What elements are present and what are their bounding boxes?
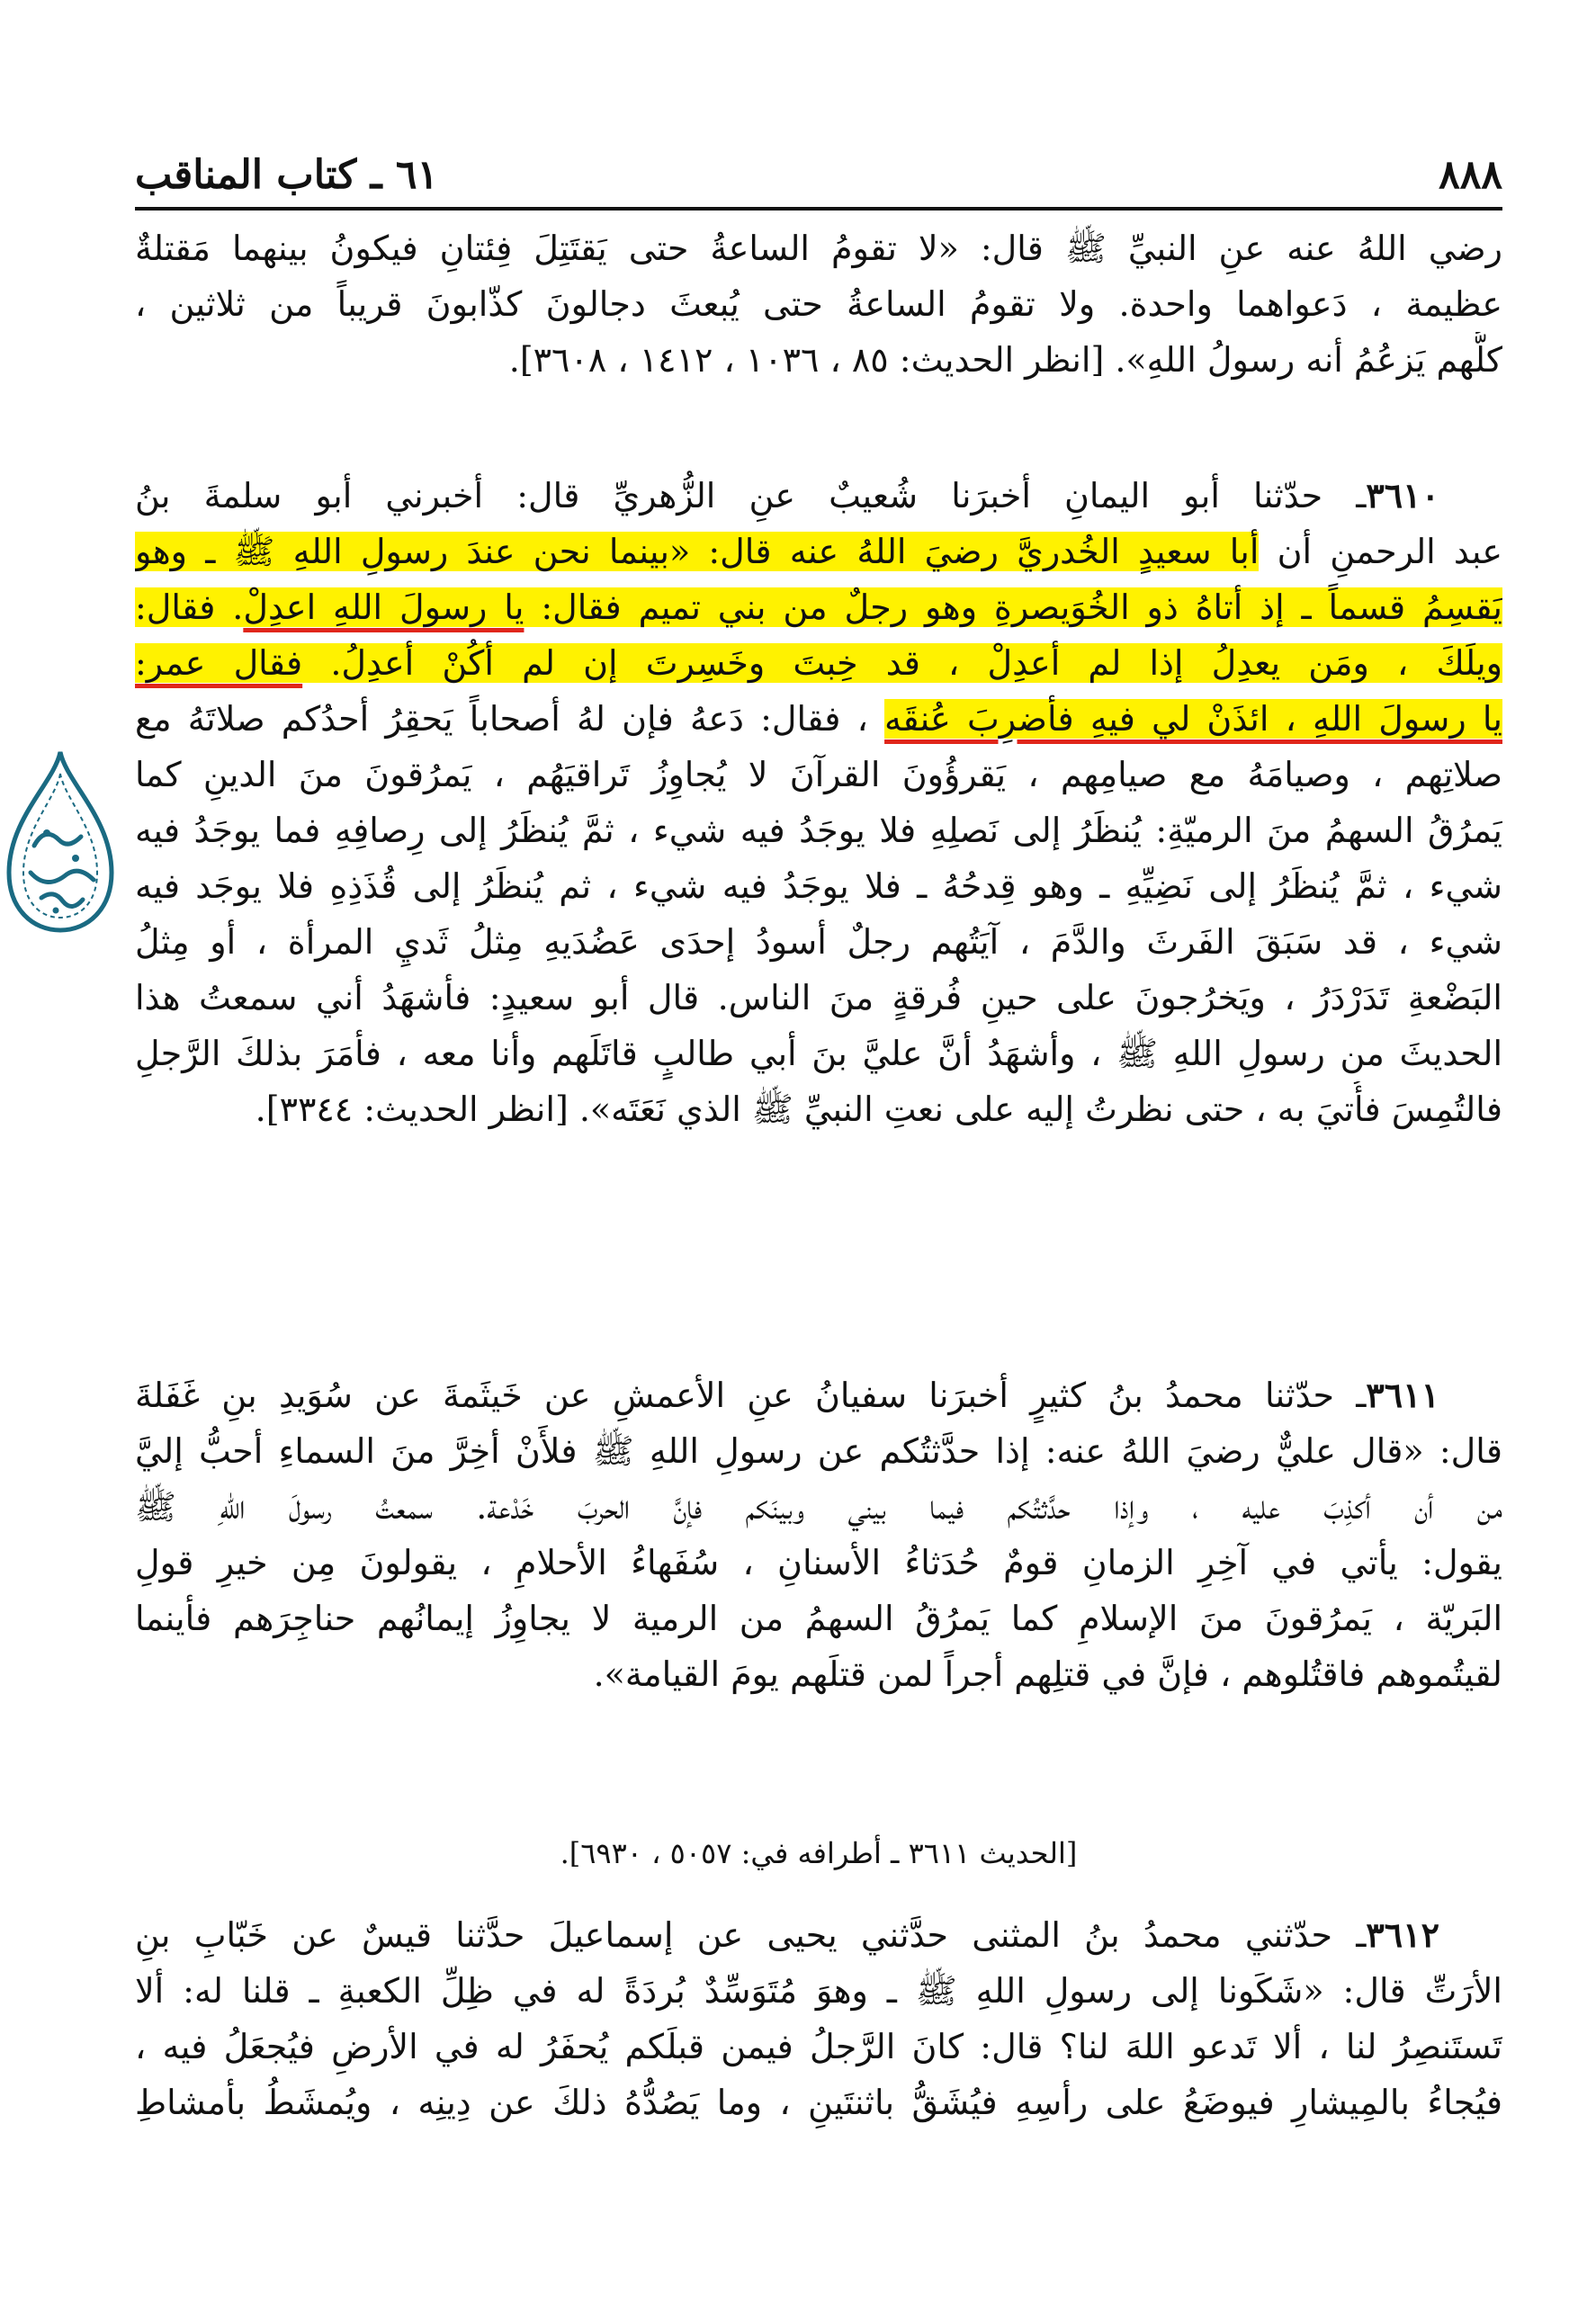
- underlined-text: يا رسولَ اللهِ ، ائذَنْ لي فيهِ فأضرِبَ عُنقَه: [884, 699, 1502, 739]
- highlighted-text: . فقال:: [135, 587, 244, 627]
- page-header: [135, 135, 1502, 211]
- text-line: [135, 1367, 1502, 1423]
- hadith-3610: [135, 468, 1502, 1137]
- text-line: البَريّة ، يَمرُقونَ منَ الإسلامِ كما يَمرُقُ السهمُ من الرمية لا يجاوِزُ إيمانُهم حناجِرَهم فأينما: [135, 1599, 1502, 1638]
- hadith-number: ٣٦١٠: [1366, 475, 1439, 515]
- book-page: [135, 0, 1502, 2303]
- text-line: شيء ، قد سَبَقَ الفَرثَ والدَّمَ ، آيَتُهم رجلٌ أسودُ إحدَى عَضُدَيهِ مِثلُ ثَديِ المرأة ، أو مِثلُ: [135, 922, 1502, 962]
- text-line: الحديثَ من رسولِ اللهِ ﷺ ، وأشهَدُ أنَّ عليَّ بنَ أبي طالبٍ قاتَلَهم وأنا معه ، فأمَرَ بذلكَ الرَّجلِ: [135, 1034, 1502, 1073]
- text-line: البَضْعةِ تَدَرْدَرُ ، ويَخرُجونَ على حينِ فُرقةٍ منَ الناس. قال أبو سعيدٍ: فأشهَدُ أني سمعتُ هذا: [135, 978, 1502, 1017]
- isnad-text: ـ حدّثنا أبو اليمانِ أخبرَنا شُعيبٌ عنِ الزُّهريِّ قال: أخبرني أبو سلمةَ بنُ: [135, 476, 1367, 515]
- chapter-title: ٦١ ـ كتاب المناقب: [135, 152, 439, 198]
- isnad-text: ـ حدّثني محمدُ بنُ المثنى حدَّثني يحيى عن إسماعيلَ حدَّثنا قيسٌ عن خَبّابِ بنِ: [135, 1915, 1367, 1955]
- underlined-text: يا رسولَ اللهِ اعدِلْ: [243, 587, 525, 627]
- highlighted-text: أبا سعيدٍ الخُدريَّ رضيَ اللهُ عنه قال: «بينما نحن عندَ رسولِ اللهِ ﷺ ـ وهو: [135, 532, 1260, 571]
- hadith-continuation: [135, 220, 1502, 388]
- text-line: صلاتِهم ، وصيامَهُ مع صيامِهم ، يَقرؤُونَ القرآنَ لا يُجاوِزُ تَراقيَهُم ، يَمرُقونَ منَ الدينِ كما: [135, 755, 1502, 794]
- hadith-3612: [135, 1907, 1502, 2130]
- text-line: قال: «قال عليٌّ رضيَ اللهُ عنه: إذا حدَّثتُكم عن رسولِ اللهِ ﷺ فلأَنْ أخِرَّ منَ السماءِ أحبُّ إليَّ: [135, 1431, 1502, 1471]
- text-line: من أن أكذِبَ عليه ، وإذا حدَّثتُكم فيما بيني وبينَكم فإنَّ الحربَ خَدْعة. سمعتُ رسولَ اللهِ ﷺ: [135, 1487, 1502, 1527]
- text-line: لقيتُموهم فاقتُلوهم ، فإنَّ في قتلِهم أجراً لمن قتلَهم يومَ القيامة».: [593, 1654, 1502, 1694]
- highlighted-text: ويلَكَ ، ومَن يعدِلُ إذا لم أعدِلْ ، قد خِبتَ وخَسِرتَ إن لم أكُنْ أعدِلُ.: [302, 643, 1502, 683]
- underlined-text: فقال عمر:: [135, 643, 303, 683]
- text-line: يَمرُقُ السهمُ منَ الرميّةِ: يُنظَرُ إلى نَصلِهِ فلا يوجَدُ فيه شيء ، ثمَّ يُنظَرُ إلى رِصافِهِ فما يوجَدُ فيه: [135, 811, 1502, 850]
- text-line: فيُجاءُ بالمِيشارِ فيوضَعُ على رأسِهِ فيُشَقُّ باثنتَينِ ، وما يَصُدُّهُ ذلكَ عن دِينِه ، ويُمشَطُ بأمشاطِ: [135, 2083, 1502, 2122]
- text-line: [135, 524, 1502, 579]
- text-line: عظيمة ، دَعواهما واحدة. ولا تقومُ الساعةُ حتى يُبعثَ دجالونَ كذّابونَ قريباً من ثلاثين ،: [135, 284, 1502, 324]
- text-line: تَستَنصِرُ لنا ، ألا تَدعو اللهَ لنا؟ قال: كانَ الرَّجلُ فيمن قبلَكم يُحفَرُ له في الأرضِ فيُجعَلُ فيه ،: [135, 2027, 1502, 2066]
- text-line: رضي اللهُ عنه عنِ النبيِّ ﷺ قال: «لا تقومُ الساعةُ حتى يَقتَتِلَ فِئتانِ فيكونُ بينهما مَقتلةٌ: [135, 229, 1502, 268]
- text-line: [135, 468, 1502, 524]
- highlighted-text: يَقسِمُ قسماً ـ إذ: [1242, 587, 1502, 627]
- hadith-3611: [135, 1367, 1502, 1702]
- text-line: [135, 579, 1502, 635]
- page-number: ٨٨٨: [1439, 152, 1502, 198]
- text-segment: عبد الرحمنِ أن: [1259, 532, 1502, 571]
- text-segment: ، فقال: دَعهُ فإن لهُ أصحاباً يَحقِرُ أحدُكم صلاتَهُ مع: [135, 699, 885, 739]
- text-line: شيء ، ثمَّ يُنظَرُ إلى نَضِيِّهِ ـ وهو قِدحُهُ ـ فلا يوجَدُ فيه شيء ، ثم يُنظَرُ إلى قُذَذِهِ فلا يوجَد فيه: [135, 866, 1502, 906]
- text-line: [135, 635, 1502, 691]
- text-line: كلُّهم يَزعُمُ أنه رسولُ اللهِ». [انظر الحديث: ٨٥ ، ١٠٣٦ ، ١٤١٢ ، ٣٦٠٨].: [508, 340, 1502, 380]
- calligraphy-logo-icon: [0, 747, 121, 936]
- text-line: [135, 691, 1502, 747]
- highlighted-text: أتاهُ ذو الخُوَيصرةِ وهو رجلٌ من بني تميم فقال:: [524, 587, 1243, 627]
- hadith-number: ٣٦١١: [1366, 1375, 1439, 1415]
- hadith-footnote: [الحديث ٣٦١١ ـ أطرافه في: ٥٠٥٧ ، ٦٩٣٠].: [560, 1836, 1078, 1870]
- hadith-number: ٣٦١٢: [1366, 1914, 1439, 1955]
- text-line: [135, 1907, 1502, 1963]
- text-line: الأرَتِّ قال: «شَكَونا إلى رسولِ اللهِ ﷺ ـ وهوَ مُتَوَسِّدٌ بُردَةً له في ظِلِّ الكعبةِ ـ قلنا له: ألا: [135, 1971, 1502, 2011]
- text-line: يقول: يأتي في آخِرِ الزمانِ قومٌ حُدَثاءُ الأسنانِ ، سُفَهاءُ الأحلامِ ، يقولونَ مِن خيرِ قولِ: [135, 1543, 1502, 1582]
- isnad-text: ـ حدّثنا محمدُ بنُ كثيرٍ أخبرَنا سفيانُ عنِ الأعمشِ عن خَيثَمةَ عن سُوَيدِ بنِ غَفَلةَ: [135, 1376, 1367, 1415]
- text-line: فالتُمِسَ فأُتيَ به ، حتى نظرتُ إليه على نعتِ النبيِّ ﷺ الذي نَعَتَه». [انظر الحديث: ٣٣٤٤].: [255, 1089, 1502, 1129]
